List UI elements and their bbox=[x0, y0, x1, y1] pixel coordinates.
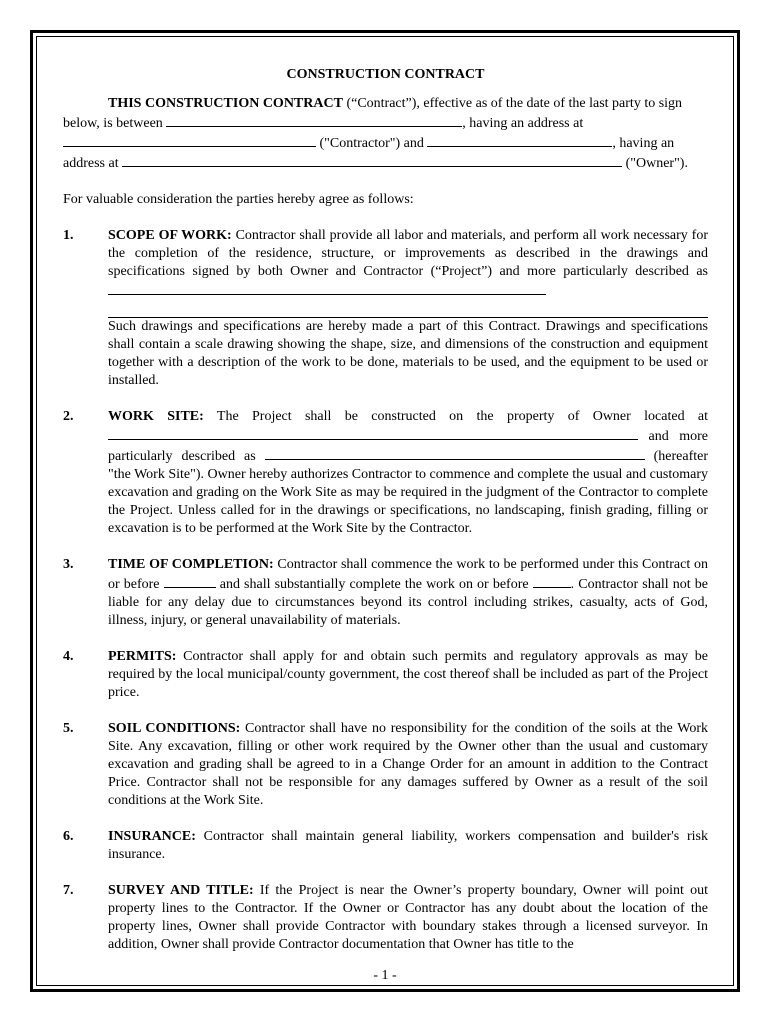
contract-document bbox=[63, 63, 708, 972]
section-number: 6. bbox=[63, 829, 74, 844]
section-text: (hereafter "the Work Site"). Owner hereby authorizes Contractor to commence and complete the usual and customary excavation and grading on the Work Site as may be required in the judgment of the Contractor to complete the Project. Unless called for in the drawings or specifications, no landscaping, finish grading, filling or excavation is to be performed at the Work Site by the Contractor. bbox=[108, 449, 708, 536]
section-heading: SOIL CONDITIONS: bbox=[108, 721, 241, 736]
intro-paragraph bbox=[63, 95, 708, 173]
completion-date-blank[interactable] bbox=[533, 574, 571, 588]
intro-text-1: (“Contract”), effective as of the date of the last party to sign below, is between bbox=[63, 96, 683, 131]
section-text: Such drawings and specifications are hereby made a part of this Contract. Drawings and specifications shall contain a scale drawing showing the shape, size, and dimensions of the construction and equipment together with a description of the work to be done, materials to be used, and the equipment to be used or installed. bbox=[108, 319, 708, 388]
contractor-name-blank[interactable] bbox=[166, 113, 462, 127]
section-text: The Project shall be constructed on the property of Owner located at bbox=[203, 409, 709, 424]
section-text: Contractor shall commence the work to be performed under this Contract on or before bbox=[108, 557, 708, 592]
document-title: CONSTRUCTION CONTRACT bbox=[286, 67, 485, 82]
owner-name-blank[interactable] bbox=[427, 133, 612, 147]
project-description-blank[interactable] bbox=[108, 281, 546, 295]
section-heading: PERMITS: bbox=[108, 649, 177, 664]
consideration-line: For valuable consideration the parties hereby agree as follows: bbox=[63, 192, 414, 207]
section-number: 7. bbox=[63, 883, 74, 898]
section-text: and shall substantially complete the work on or before bbox=[215, 577, 533, 592]
page-number: - 1 - bbox=[373, 968, 397, 983]
section-text: Contractor shall apply for and obtain such permits and regulatory approvals as may be required by the local municipal/county government, the cost thereof shall be included as part of the Project price. bbox=[108, 649, 708, 700]
section-time-of-completion bbox=[63, 556, 708, 630]
section-permits bbox=[63, 648, 708, 702]
section-text: If the Project is near the Owner’s property boundary, Owner will point out property lines to the Contractor. If the Owner or Contractor has any doubt about the location of the property lines, Owner shall provide Contractor with boundary stakes through a licensed surveyor. In addition, Owner shall provide Contractor documentation that Owner has title to the bbox=[108, 883, 708, 952]
section-heading: INSURANCE: bbox=[108, 829, 196, 844]
property-description-blank[interactable] bbox=[265, 446, 645, 460]
section-heading: SCOPE OF WORK: bbox=[108, 228, 232, 243]
project-description-line[interactable] bbox=[108, 301, 708, 318]
intro-lead: THIS CONSTRUCTION CONTRACT bbox=[108, 96, 343, 111]
section-text: Contractor shall provide all labor and materials, and perform all work necessary for the completion of the residence, structure, or improvements as described in the drawings and specifications signed by both Owner and Contractor (“Project”) and more particularly described as bbox=[108, 228, 708, 279]
section-heading: TIME OF COMPLETION: bbox=[108, 557, 274, 572]
intro-text-3: ("Contractor") and bbox=[316, 136, 428, 151]
section-number: 3. bbox=[63, 557, 74, 572]
section-heading: SURVEY AND TITLE: bbox=[108, 883, 254, 898]
section-heading: WORK SITE: bbox=[108, 409, 204, 424]
section-work-site bbox=[63, 408, 708, 538]
contractor-address-blank[interactable] bbox=[63, 133, 316, 147]
section-number: 4. bbox=[63, 649, 74, 664]
owner-address-blank[interactable] bbox=[122, 153, 622, 167]
intro-text-5: ("Owner"). bbox=[622, 156, 688, 171]
section-number: 1. bbox=[63, 228, 74, 243]
section-survey-and-title bbox=[63, 882, 708, 954]
section-number: 2. bbox=[63, 409, 74, 424]
section-number: 5. bbox=[63, 721, 74, 736]
intro-text-2: , having an address at bbox=[462, 116, 584, 131]
section-insurance bbox=[63, 828, 708, 864]
intro-text-4: , having an address at bbox=[63, 136, 675, 171]
section-text: Contractor shall have no responsibility for the condition of the soils at the Work Site. Any excavation, filling or other work required by the Owner other than the usual and customary excavation and grading shall be agreed to in a Change Order for an amount in addition to the Contract Price. Contractor shall not be responsible for any damages suffered by Owner as a result of the soil conditions at the Work Site. bbox=[108, 721, 709, 808]
section-text: Contractor shall maintain general liability, workers compensation and builder's risk insurance. bbox=[108, 829, 708, 862]
section-text: and more particularly described as bbox=[108, 429, 708, 464]
section-soil-conditions bbox=[63, 720, 708, 810]
commence-date-blank[interactable] bbox=[164, 574, 216, 588]
section-text: . Contractor shall not be liable for any delay due to circumstances beyond its control including strikes, casualty, acts of God, illness, injury, or general unavailability of materials. bbox=[108, 577, 708, 628]
section-scope-of-work bbox=[63, 227, 708, 390]
property-location-blank[interactable] bbox=[108, 426, 638, 440]
